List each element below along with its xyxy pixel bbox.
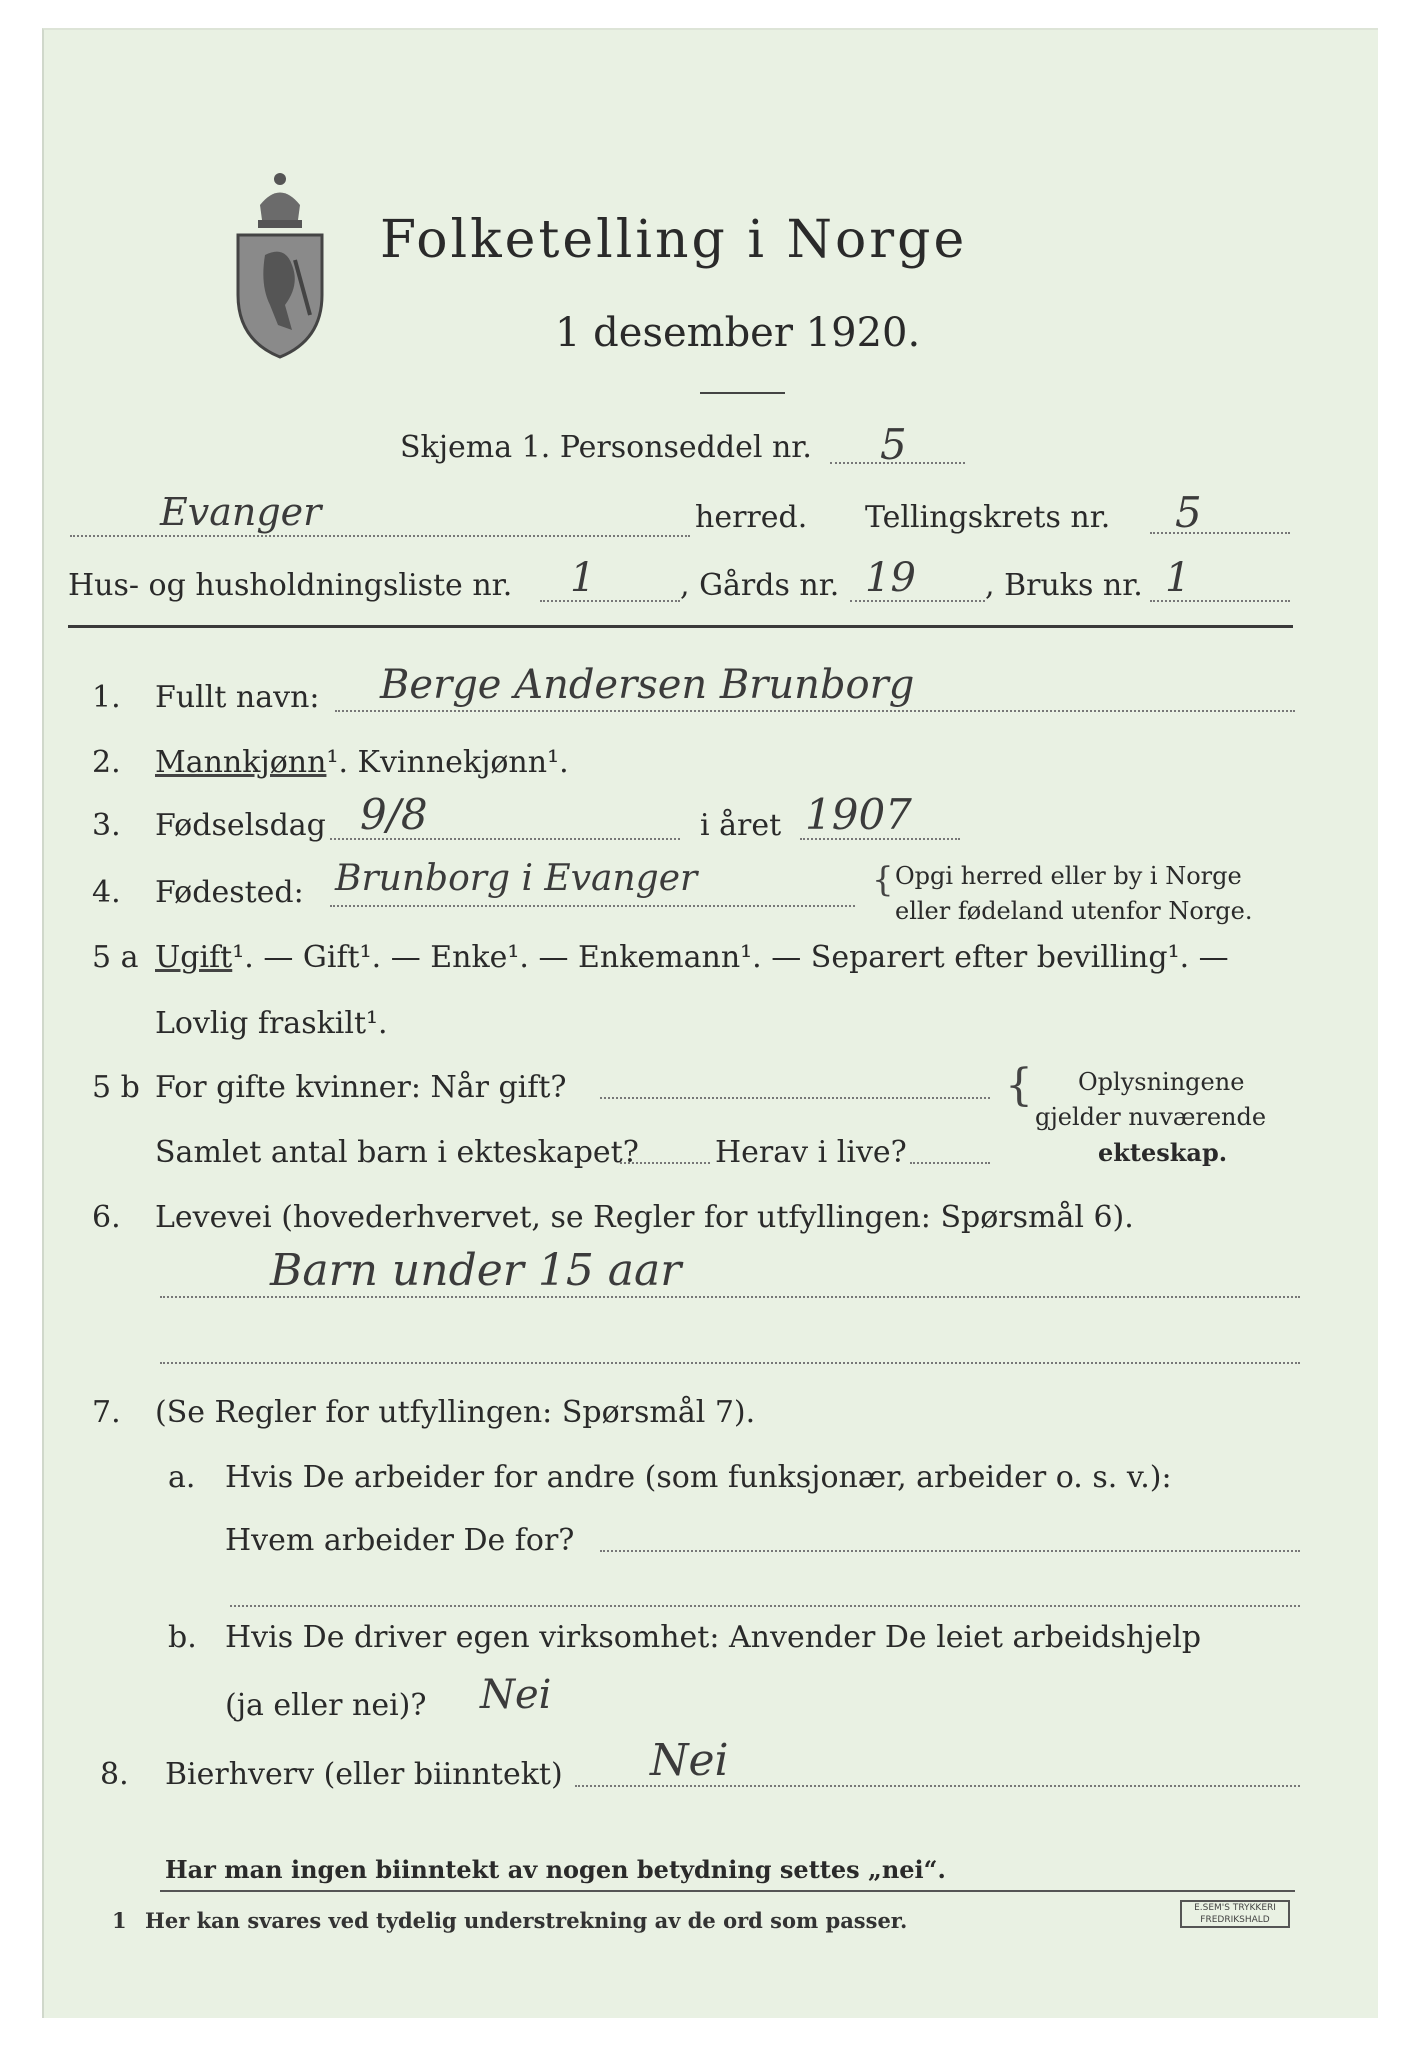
- title-divider: [700, 392, 785, 394]
- footnote-divider: [160, 1890, 1295, 1892]
- gards-label: , Gårds nr.: [680, 568, 840, 603]
- q7-label: (Se Regler for utfyllingen: Spørsmål 7).: [155, 1395, 756, 1430]
- q7a-line-2: [230, 1605, 1300, 1607]
- q7a-label2: Hvem arbeider De for?: [225, 1523, 575, 1558]
- q7b-value: Nei: [480, 1672, 552, 1718]
- q6-number: 6.: [92, 1200, 121, 1235]
- q5a-line2: Lovlig fraskilt¹.: [155, 1006, 388, 1041]
- skjema-label: Skjema 1. Personseddel nr.: [400, 430, 812, 465]
- stamp-line-1: E.SEM'S TRYKKERI: [1194, 1903, 1276, 1913]
- q3-number: 3.: [92, 808, 121, 843]
- q7b-letter: b.: [168, 1620, 197, 1655]
- hus-value: 1: [570, 555, 596, 601]
- hus-line: [540, 600, 680, 602]
- q5b-number: 5 b: [92, 1070, 140, 1105]
- q2-options: Mannkjønn¹. Kvinnekjønn¹.: [155, 745, 569, 780]
- q4-label: Fødested:: [155, 875, 304, 910]
- q1-number: 1.: [92, 680, 121, 715]
- gards-value: 19: [865, 555, 916, 601]
- q7a-line-1: [600, 1550, 1300, 1552]
- option-mannkjonn: Mannkjønn: [155, 745, 327, 780]
- personseddel-number: 5: [880, 420, 907, 469]
- q4-note-1: Opgi herred eller by i Norge: [895, 862, 1242, 890]
- footnote-text: Her kan svares ved tydelig understrekning av de ord som passer.: [145, 1908, 908, 1933]
- herred-label: herred.: [695, 500, 808, 535]
- q7b-label2: (ja eller nei)?: [225, 1688, 427, 1723]
- printer-stamp: [1180, 1900, 1290, 1928]
- form-date: 1 desember 1920.: [555, 310, 921, 356]
- q8-label: Bierhverv (eller biinntekt): [165, 1757, 563, 1792]
- form-title: Folketelling i Norge: [380, 210, 968, 270]
- q6-label: Levevei (hovederhvervet, se Regler for utfyllingen: Spørsmål 6).: [155, 1200, 1134, 1235]
- bruks-value: 1: [1165, 555, 1191, 601]
- tellingskrets-line: [1150, 532, 1290, 534]
- bruks-label: , Bruks nr.: [985, 568, 1143, 603]
- q5b-note-1: Oplysningene: [1078, 1068, 1245, 1096]
- tellingskrets-value: 5: [1175, 488, 1202, 537]
- header-divider: [68, 625, 1293, 628]
- birth-year-value: 1907: [805, 790, 912, 839]
- q5b-note-2: gjelder nuværende: [1035, 1103, 1267, 1131]
- q7-number: 7.: [92, 1395, 121, 1430]
- q5a-number: 5 a: [92, 940, 139, 975]
- q6-line-1: [160, 1296, 1300, 1298]
- q5b-brace: {: [1005, 1060, 1033, 1111]
- q5b-children-label: Samlet antal barn i ekteskapet?: [155, 1135, 639, 1170]
- q7b-label: Hvis De driver egen virksomhet: Anvender De leiet arbeidshjelp: [225, 1620, 1202, 1655]
- q3-year-label: i året: [700, 808, 782, 843]
- q1-line: [335, 710, 1295, 712]
- option-kvinnekjonn: . Kvinnekjønn: [338, 745, 548, 780]
- q8-number: 8.: [100, 1757, 129, 1792]
- q5a-rest: . — Gift¹. — Enke¹. — Enkemann¹. — Separert efter bevilling¹. —: [244, 940, 1229, 975]
- q4-note-2: eller fødeland utenfor Norge.: [895, 897, 1253, 925]
- footnote-mark: 1: [112, 1908, 127, 1933]
- occupation-value: Barn under 15 aar: [270, 1245, 682, 1296]
- tellingskrets-label: Tellingskrets nr.: [865, 500, 1111, 535]
- biinntekt-note: Har man ingen biinntekt av nogen betydning settes „nei“.: [165, 1855, 946, 1884]
- q4-line: [330, 905, 855, 907]
- q8-value: Nei: [650, 1735, 729, 1786]
- q5b-children-line: [620, 1162, 710, 1164]
- q3-label: Fødselsdag: [155, 808, 326, 843]
- q5b-alive-line: [910, 1162, 990, 1164]
- q5b-label: For gifte kvinner: Når gift?: [155, 1070, 567, 1105]
- birthplace-value: Brunborg i Evanger: [335, 858, 698, 899]
- q5b-married-line: [600, 1097, 990, 1099]
- q4-number: 4.: [92, 875, 121, 910]
- coat-of-arms-icon: [230, 165, 330, 360]
- herred-value: Evanger: [160, 490, 322, 534]
- birthday-value: 9/8: [360, 790, 428, 839]
- q5a-options: Ugift¹. — Gift¹. — Enke¹. — Enkemann¹. — Separert efter bevilling¹. —: [155, 940, 1229, 975]
- herred-line: [70, 535, 690, 537]
- q1-label: Fullt navn:: [155, 680, 320, 715]
- q7a-label: Hvis De arbeider for andre (som funksjonær, arbeider o. s. v.):: [225, 1460, 1172, 1495]
- q5b-alive-label: Herav i live?: [715, 1135, 907, 1170]
- option-ugift: Ugift: [155, 940, 233, 975]
- q2-tail: .: [559, 745, 569, 780]
- q5b-note-3: ekteskap.: [1098, 1138, 1228, 1167]
- q4-brace: {: [872, 860, 894, 900]
- q2-number: 2.: [92, 745, 121, 780]
- hus-label: Hus- og husholdningsliste nr.: [68, 568, 513, 603]
- stamp-line-2: FREDRIKSHALD: [1200, 1915, 1270, 1925]
- q7a-letter: a.: [168, 1460, 196, 1495]
- full-name-value: Berge Andersen Brunborg: [380, 662, 915, 708]
- q6-line-2: [160, 1362, 1300, 1364]
